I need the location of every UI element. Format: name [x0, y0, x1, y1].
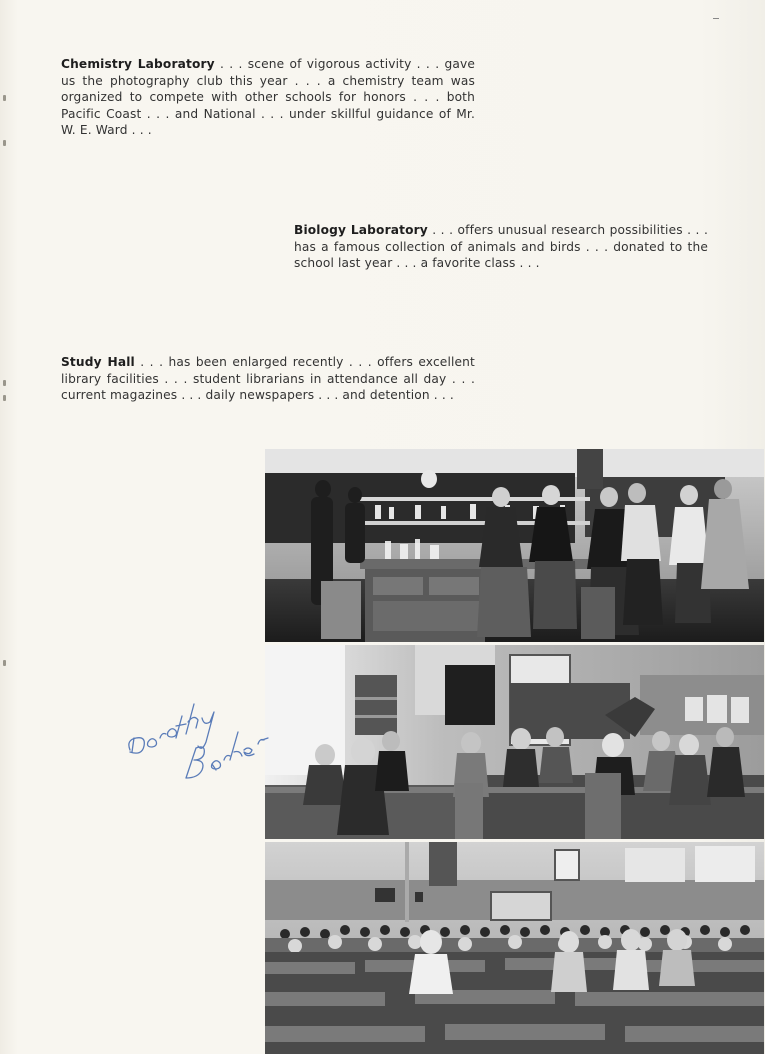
chemistry-caption [61, 56, 475, 139]
page-corner-mark [713, 18, 719, 19]
binding-mark [3, 395, 6, 401]
biology-caption [294, 222, 708, 272]
binding-mark [3, 95, 6, 101]
binding-mark [3, 380, 6, 386]
biology-caption-text: . . . offers unusual research possibilities . . . has a famous collection of animals and birds . . . donated to the school last year . . . a favorite class . . . [294, 223, 708, 271]
chemistry-caption-text: . . . scene of vigorous activity . . . gave us the photography club this year . . . a chemistry team was organized to compete with other schools for honors . . . both Pacific Coast . . . and National . . . under skillful guidance of Mr. W. E. Ward . . . [61, 57, 475, 138]
chemistry-lab-photo [265, 449, 764, 642]
study-hall-caption [61, 354, 475, 404]
biology-caption-title: Biology Laboratory [294, 223, 428, 237]
biology-lab-photo [265, 645, 764, 839]
binding-mark [3, 660, 6, 666]
study-hall-caption-text: . . . has been enlarged recently . . . offers excellent library facilities . . . student librarians in attendance all day . . . current magazines . . . daily newspapers . . . and detention . . . [61, 355, 475, 403]
handwritten-signature [120, 680, 280, 790]
chemistry-caption-title: Chemistry Laboratory [61, 57, 215, 71]
study-hall-caption-title: Study Hall [61, 355, 135, 369]
study-hall-photo [265, 842, 764, 1054]
binding-mark [3, 140, 6, 146]
